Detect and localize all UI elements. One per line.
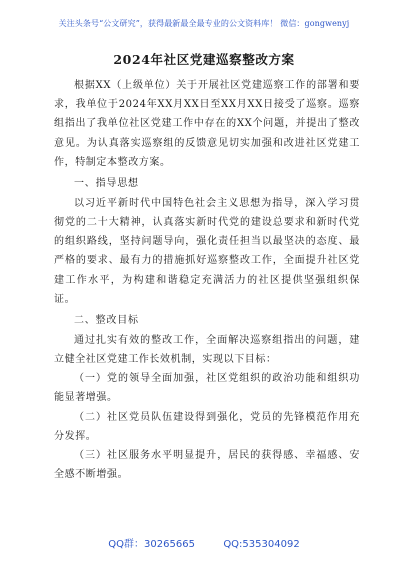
header-banner[interactable]: 关注头条号“公文研究”，获得最新最全最专业的公文资料库！ 微信：gongwenyj <box>58 19 350 28</box>
goal-item-1: （一）党的领导全面加强，社区党组织的政治功能和组织功能显著增强。 <box>54 373 360 404</box>
goal-item-2: （二）社区党员队伍建设得到强化，党员的先锋模范作用充分发挥。 <box>54 411 360 442</box>
qq-contact-number[interactable]: QQ:535304092 <box>223 539 300 550</box>
document-body <box>54 76 360 484</box>
document-title: 2024年社区党建巡察整改方案 <box>113 52 295 67</box>
footer-contact <box>0 535 408 550</box>
section-heading-rectification-goals: 二、整改目标 <box>74 315 139 327</box>
intro-paragraph: 根据XX（上级单位）关于开展社区党建巡察工作的部署和要求，我单位于2024年XX月XX日至XX月XX日接受了巡察。巡察组指出了我单位社区党建工作中存在的XX个问题，并提出了整改意见。为认真落实巡察组的反馈意见切实加强和改进社区党建工作，特制定本整改方案。 <box>54 80 360 168</box>
guiding-ideology-paragraph: 以习近平新时代中国特色社会主义思想为指导，深入学习贯彻党的二十大精神，认真落实新时代党的建设总要求和新时代党的组织路线，坚持问题导向，强化责任担当以最坚决的态度、最严格的要求、最有力的措施抓好巡察整改工作，全面提升社区党建工作水平，为构建和谐稳定充满活力的社区提供坚强组织保证。 <box>54 197 360 305</box>
goal-item-3: （三）社区服务水平明显提升，居民的获得感、幸福感、安全感不断增强。 <box>54 450 360 481</box>
section-heading-guiding-ideology: 一、指导思想 <box>74 178 139 190</box>
qq-group-number[interactable]: QQ群：30265665 <box>108 539 195 550</box>
rectification-goals-paragraph: 通过扎实有效的整改工作，全面解决巡察组指出的问题，建立健全社区党建工作长效机制，实现以下目标： <box>54 334 360 366</box>
